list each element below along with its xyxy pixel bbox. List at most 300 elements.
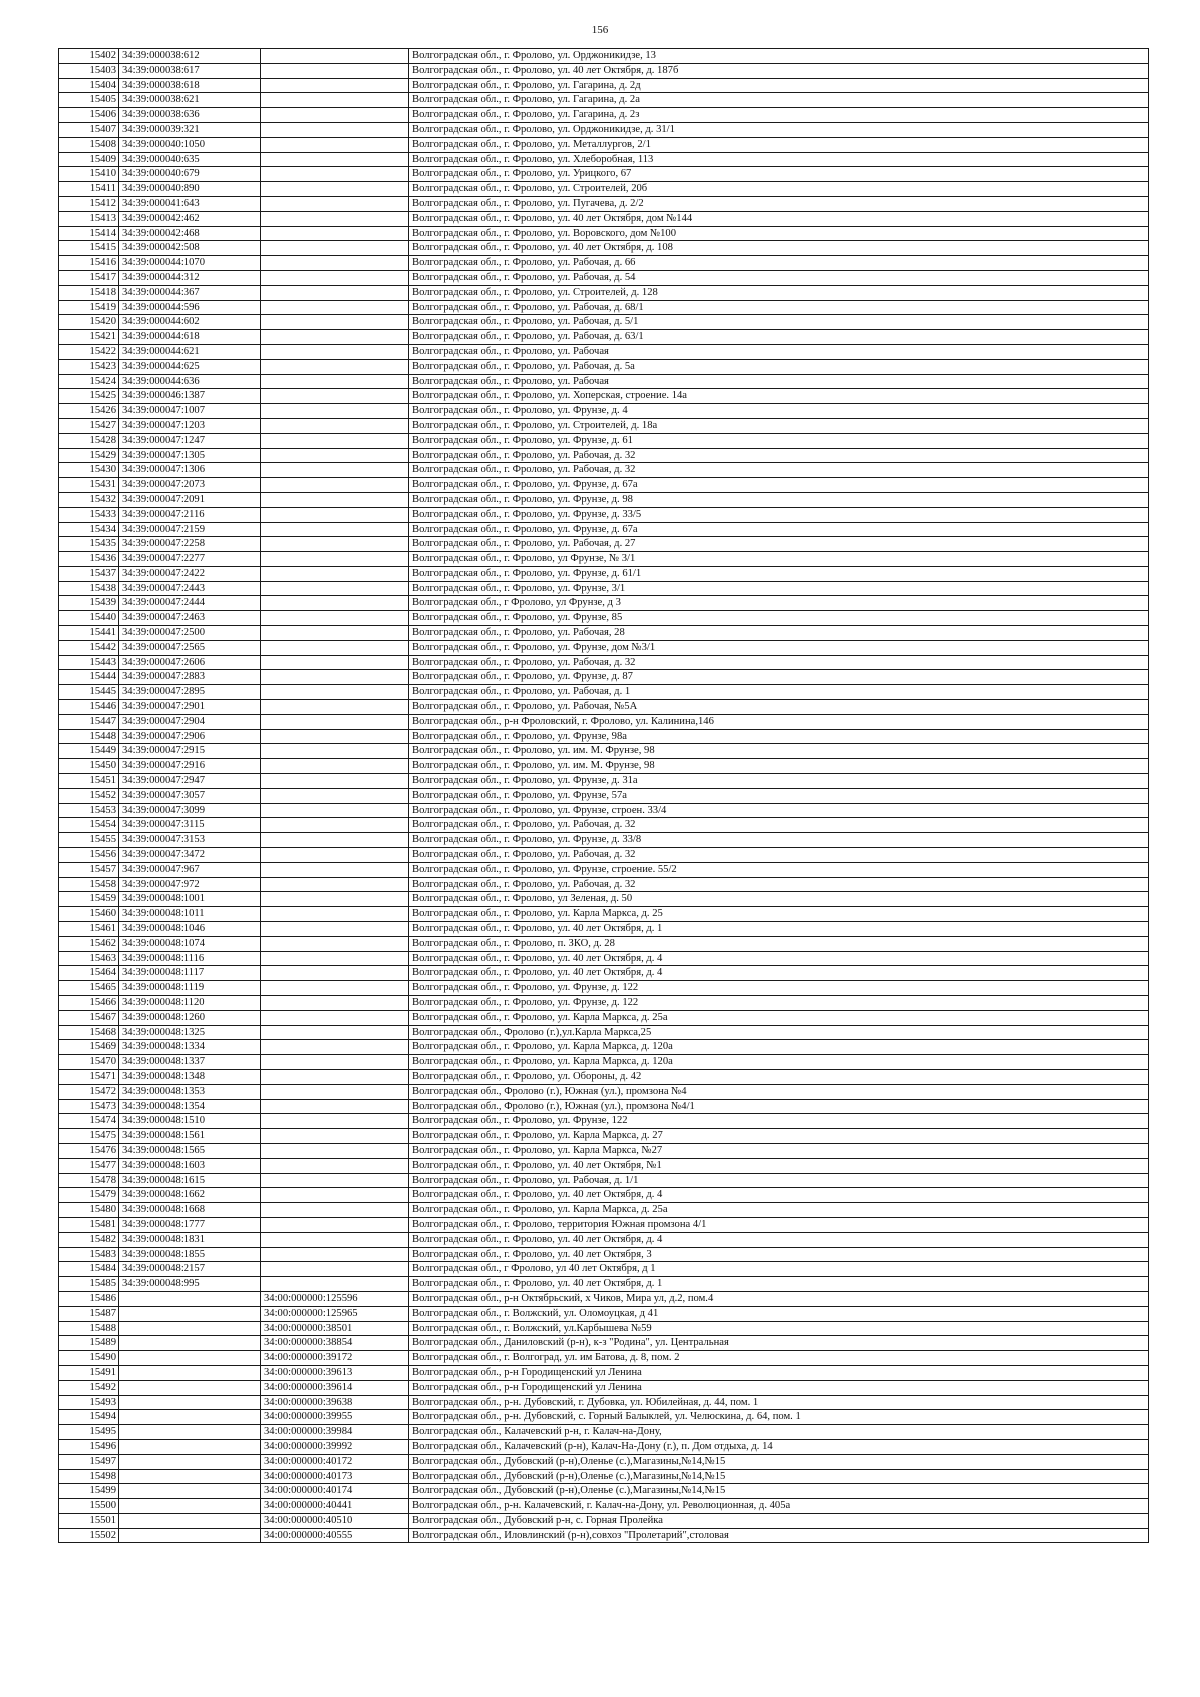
table-row [59, 1143, 1149, 1158]
building-cadastral-cell [261, 848, 409, 863]
table-row [59, 774, 1149, 789]
table-row [59, 1395, 1149, 1410]
table-row [59, 1410, 1149, 1425]
cadastral-number-cell: 34:39:000047:3472 [119, 848, 261, 863]
cadastral-number-cell: 34:39:000046:1387 [119, 389, 261, 404]
row-number-cell: 15408 [59, 137, 119, 152]
table-row [59, 1336, 1149, 1351]
building-cadastral-cell [261, 922, 409, 937]
row-number-cell: 15453 [59, 803, 119, 818]
building-cadastral-cell [261, 241, 409, 256]
row-number-cell: 15459 [59, 892, 119, 907]
building-cadastral-cell [261, 877, 409, 892]
row-number-cell: 15404 [59, 78, 119, 93]
address-cell: Волгоградская обл., г. Фролово, ул Зеленая, д. 50 [409, 892, 1149, 907]
cadastral-number-cell: 34:39:000047:2073 [119, 478, 261, 493]
table-row [59, 596, 1149, 611]
row-number-cell: 15470 [59, 1055, 119, 1070]
row-number-cell: 15495 [59, 1425, 119, 1440]
table-row [59, 270, 1149, 285]
table-row [59, 1439, 1149, 1454]
row-number-cell: 15449 [59, 744, 119, 759]
building-cadastral-cell [261, 1010, 409, 1025]
address-cell: Волгоградская обл., Дубовский (р-н),Оленье (с.),Магазины,№14,№15 [409, 1484, 1149, 1499]
cadastral-number-cell: 34:39:000047:2883 [119, 670, 261, 685]
row-number-cell: 15411 [59, 182, 119, 197]
row-number-cell: 15439 [59, 596, 119, 611]
address-cell: Волгоградская обл., г. Фролово, ул. Воровского, дом №100 [409, 226, 1149, 241]
address-cell: Волгоградская обл., г. Фролово, ул. Рабочая, д. 66 [409, 256, 1149, 271]
table-row [59, 256, 1149, 271]
row-number-cell: 15427 [59, 418, 119, 433]
building-cadastral-cell [261, 566, 409, 581]
cadastral-number-cell [119, 1336, 261, 1351]
building-cadastral-cell [261, 626, 409, 641]
row-number-cell: 15474 [59, 1114, 119, 1129]
table-row [59, 507, 1149, 522]
table-row [59, 1129, 1149, 1144]
cadastral-number-cell: 34:39:000044:602 [119, 315, 261, 330]
table-row [59, 1055, 1149, 1070]
building-cadastral-cell [261, 1025, 409, 1040]
address-cell: Волгоградская обл., г. Фролово, ул. Карла Маркса, д. 27 [409, 1129, 1149, 1144]
building-cadastral-cell [261, 389, 409, 404]
table-row [59, 522, 1149, 537]
cadastral-number-cell [119, 1306, 261, 1321]
cadastral-number-cell: 34:39:000038:618 [119, 78, 261, 93]
cadastral-number-cell: 34:39:000047:972 [119, 877, 261, 892]
row-number-cell: 15487 [59, 1306, 119, 1321]
cadastral-number-cell [119, 1439, 261, 1454]
cadastral-number-cell [119, 1454, 261, 1469]
row-number-cell: 15464 [59, 966, 119, 981]
cadastral-number-cell [119, 1528, 261, 1543]
row-number-cell: 15451 [59, 774, 119, 789]
row-number-cell: 15460 [59, 907, 119, 922]
table-row [59, 951, 1149, 966]
building-cadastral-cell [261, 270, 409, 285]
building-cadastral-cell [261, 359, 409, 374]
table-row [59, 1232, 1149, 1247]
building-cadastral-cell [261, 182, 409, 197]
table-row [59, 685, 1149, 700]
address-cell: Волгоградская обл., г. Фролово, территория Южная промзона 4/1 [409, 1217, 1149, 1232]
row-number-cell: 15436 [59, 552, 119, 567]
building-cadastral-cell [261, 714, 409, 729]
address-cell: Волгоградская обл., г. Фролово, ул. Фрунзе, д. 122 [409, 981, 1149, 996]
row-number-cell: 15462 [59, 936, 119, 951]
building-cadastral-cell [261, 611, 409, 626]
building-cadastral-cell [261, 448, 409, 463]
row-number-cell: 15479 [59, 1188, 119, 1203]
building-cadastral-cell [261, 315, 409, 330]
cadastral-number-cell: 34:39:000047:2916 [119, 759, 261, 774]
building-cadastral-cell [261, 936, 409, 951]
building-cadastral-cell [261, 862, 409, 877]
cadastral-number-cell: 34:39:000047:1203 [119, 418, 261, 433]
row-number-cell: 15406 [59, 108, 119, 123]
row-number-cell: 15456 [59, 848, 119, 863]
address-cell: Волгоградская обл., г. Фролово, ул. Рабочая, д. 68/1 [409, 300, 1149, 315]
cadastral-number-cell: 34:39:000048:995 [119, 1277, 261, 1292]
cadastral-number-cell: 34:39:000048:1046 [119, 922, 261, 937]
address-cell: Волгоградская обл., г. Фролово, ул. Фрунзе, 3/1 [409, 581, 1149, 596]
cadastral-number-cell: 34:39:000047:2915 [119, 744, 261, 759]
cadastral-number-cell: 34:39:000048:1668 [119, 1203, 261, 1218]
table-row [59, 1321, 1149, 1336]
cadastral-number-cell [119, 1410, 261, 1425]
table-row [59, 404, 1149, 419]
row-number-cell: 15467 [59, 1010, 119, 1025]
cadastral-number-cell: 34:39:000048:1120 [119, 996, 261, 1011]
cadastral-number-cell: 34:39:000047:2895 [119, 685, 261, 700]
building-cadastral-cell [261, 685, 409, 700]
cadastral-number-cell: 34:39:000048:1325 [119, 1025, 261, 1040]
building-cadastral-cell [261, 1040, 409, 1055]
cadastral-number-cell: 34:39:000048:1074 [119, 936, 261, 951]
building-cadastral-cell [261, 404, 409, 419]
address-cell: Волгоградская обл., г. Фролово, ул. Фрунзе, д. 98 [409, 492, 1149, 507]
table-row [59, 182, 1149, 197]
row-number-cell: 15463 [59, 951, 119, 966]
cadastral-number-cell: 34:39:000048:1565 [119, 1143, 261, 1158]
cadastral-number-cell: 34:39:000047:2904 [119, 714, 261, 729]
table-row [59, 1099, 1149, 1114]
cadastral-number-cell: 34:39:000047:2091 [119, 492, 261, 507]
cadastral-number-cell: 34:39:000047:3153 [119, 833, 261, 848]
row-number-cell: 15425 [59, 389, 119, 404]
row-number-cell: 15450 [59, 759, 119, 774]
building-cadastral-cell: 34:00:000000:40510 [261, 1513, 409, 1528]
row-number-cell: 15455 [59, 833, 119, 848]
address-cell: Волгоградская обл., г. Фролово, ул. Обороны, д. 42 [409, 1069, 1149, 1084]
table-row [59, 137, 1149, 152]
building-cadastral-cell [261, 78, 409, 93]
cadastral-number-cell: 34:39:000047:967 [119, 862, 261, 877]
cadastral-number-cell: 34:39:000044:636 [119, 374, 261, 389]
cadastral-number-cell: 34:39:000042:462 [119, 211, 261, 226]
address-cell: Волгоградская обл., г. Фролово, ул. Рабочая, д. 1/1 [409, 1173, 1149, 1188]
building-cadastral-cell [261, 744, 409, 759]
row-number-cell: 15483 [59, 1247, 119, 1262]
cadastral-number-cell [119, 1365, 261, 1380]
address-cell: Волгоградская обл., г. Фролово, ул. Гагарина, д. 2з [409, 108, 1149, 123]
table-row [59, 78, 1149, 93]
table-row [59, 1306, 1149, 1321]
table-row [59, 981, 1149, 996]
table-row [59, 700, 1149, 715]
building-cadastral-cell [261, 700, 409, 715]
table-row [59, 1469, 1149, 1484]
row-number-cell: 15420 [59, 315, 119, 330]
address-cell: Волгоградская обл., г. Фролово, ул. Гагарина, д. 2а [409, 93, 1149, 108]
row-number-cell: 15410 [59, 167, 119, 182]
cadastral-number-cell: 34:39:000047:2463 [119, 611, 261, 626]
table-row [59, 626, 1149, 641]
address-cell: Волгоградская обл., г. Фролово, ул. Фрунзе, д. 67а [409, 478, 1149, 493]
row-number-cell: 15433 [59, 507, 119, 522]
building-cadastral-cell: 34:00:000000:40555 [261, 1528, 409, 1543]
building-cadastral-cell [261, 759, 409, 774]
row-number-cell: 15452 [59, 788, 119, 803]
address-cell: Волгоградская обл., г. Фролово, ул. Фрунзе, д. 61/1 [409, 566, 1149, 581]
building-cadastral-cell [261, 256, 409, 271]
address-cell: Волгоградская обл., Фролово (г.), Южная (ул.), промзона №4 [409, 1084, 1149, 1099]
table-row [59, 1247, 1149, 1262]
row-number-cell: 15489 [59, 1336, 119, 1351]
address-cell: Волгоградская обл., г. Фролово, ул. Металлургов, 2/1 [409, 137, 1149, 152]
table-row [59, 1291, 1149, 1306]
address-cell: Волгоградская обл., г. Фролово, ул. 40 лет Октября, д. 4 [409, 1232, 1149, 1247]
building-cadastral-cell [261, 833, 409, 848]
address-cell: Волгоградская обл., Дубовский р-н, с. Горная Пролейка [409, 1513, 1149, 1528]
address-cell: Волгоградская обл., г. Фролово, ул. Фрунзе, строен. 33/4 [409, 803, 1149, 818]
address-cell: Волгоградская обл., г. Фролово, ул. Рабочая, д. 32 [409, 818, 1149, 833]
address-cell: Волгоградская обл., г. Фролово, ул. Рабочая, 28 [409, 626, 1149, 641]
row-number-cell: 15458 [59, 877, 119, 892]
address-cell: Волгоградская обл., г. Фролово, ул. Строителей, д. 18а [409, 418, 1149, 433]
cadastral-number-cell: 34:39:000047:3115 [119, 818, 261, 833]
row-number-cell: 15414 [59, 226, 119, 241]
building-cadastral-cell [261, 1262, 409, 1277]
address-cell: Волгоградская обл., г Фролово, ул Фрунзе, д 3 [409, 596, 1149, 611]
building-cadastral-cell [261, 137, 409, 152]
building-cadastral-cell [261, 1069, 409, 1084]
table-row [59, 1425, 1149, 1440]
page-number: 156 [591, 24, 609, 36]
address-cell: Волгоградская обл., г. Фролово, ул. Фрунзе, д. 31а [409, 774, 1149, 789]
table-row [59, 1277, 1149, 1292]
address-cell: Волгоградская обл., г. Фролово, ул. 40 лет Октября, 3 [409, 1247, 1149, 1262]
cadastral-number-cell [119, 1469, 261, 1484]
row-number-cell: 15443 [59, 655, 119, 670]
building-cadastral-cell [261, 1203, 409, 1218]
cadastral-number-cell: 34:39:000044:621 [119, 344, 261, 359]
cadastral-number-cell: 34:39:000047:2277 [119, 552, 261, 567]
table-row [59, 714, 1149, 729]
table-row [59, 478, 1149, 493]
building-cadastral-cell: 34:00:000000:40173 [261, 1469, 409, 1484]
building-cadastral-cell: 34:00:000000:39613 [261, 1365, 409, 1380]
address-cell: Волгоградская обл., г. Фролово, ул. Фрунзе, дом №3/1 [409, 640, 1149, 655]
building-cadastral-cell: 34:00:000000:39955 [261, 1410, 409, 1425]
address-cell: Волгоградская обл., г. Фролово, ул. Рабочая, д. 1 [409, 685, 1149, 700]
address-cell: Волгоградская обл., Фролово (г.), Южная (ул.), промзона №4/1 [409, 1099, 1149, 1114]
building-cadastral-cell [261, 1129, 409, 1144]
row-number-cell: 15490 [59, 1351, 119, 1366]
row-number-cell: 15481 [59, 1217, 119, 1232]
row-number-cell: 15454 [59, 818, 119, 833]
address-cell: Волгоградская обл., г. Фролово, ул. Рабочая, №5А [409, 700, 1149, 715]
address-cell: Волгоградская обл., г. Фролово, ул Фрунзе, № 3/1 [409, 552, 1149, 567]
building-cadastral-cell: 34:00:000000:125965 [261, 1306, 409, 1321]
building-cadastral-cell [261, 1143, 409, 1158]
row-number-cell: 15403 [59, 63, 119, 78]
address-cell: Волгоградская обл., г. Фролово, ул. Фрунзе, д. 61 [409, 433, 1149, 448]
building-cadastral-cell [261, 1173, 409, 1188]
table-row [59, 788, 1149, 803]
cadastral-number-cell: 34:39:000047:2906 [119, 729, 261, 744]
row-number-cell: 15472 [59, 1084, 119, 1099]
cadastral-number-cell: 34:39:000048:1662 [119, 1188, 261, 1203]
address-cell: Волгоградская обл., г. Фролово, ул. 40 лет Октября, д. 1 [409, 1277, 1149, 1292]
building-cadastral-cell [261, 818, 409, 833]
row-number-cell: 15488 [59, 1321, 119, 1336]
table-row [59, 492, 1149, 507]
building-cadastral-cell [261, 996, 409, 1011]
cadastral-number-cell: 34:39:000040:635 [119, 152, 261, 167]
row-number-cell: 15432 [59, 492, 119, 507]
cadastral-number-cell: 34:39:000047:2500 [119, 626, 261, 641]
table-row [59, 1025, 1149, 1040]
table-row [59, 1173, 1149, 1188]
building-cadastral-cell [261, 330, 409, 345]
table-row [59, 433, 1149, 448]
cadastral-number-cell: 34:39:000047:3057 [119, 788, 261, 803]
address-cell: Волгоградская обл., р-н Городищенский ул Ленина [409, 1365, 1149, 1380]
cadastral-number-cell: 34:39:000047:2606 [119, 655, 261, 670]
address-cell: Волгоградская обл., г. Фролово, ул. Карла Маркса, д. 25а [409, 1010, 1149, 1025]
building-cadastral-cell [261, 640, 409, 655]
cadastral-number-cell: 34:39:000048:1353 [119, 1084, 261, 1099]
building-cadastral-cell: 34:00:000000:38501 [261, 1321, 409, 1336]
building-cadastral-cell [261, 167, 409, 182]
table-row [59, 803, 1149, 818]
building-cadastral-cell [261, 463, 409, 478]
table-row [59, 418, 1149, 433]
building-cadastral-cell [261, 226, 409, 241]
building-cadastral-cell [261, 522, 409, 537]
table-row [59, 1217, 1149, 1232]
table-row [59, 1351, 1149, 1366]
cadastral-number-cell: 34:39:000048:1510 [119, 1114, 261, 1129]
table-row [59, 744, 1149, 759]
table-row [59, 1010, 1149, 1025]
building-cadastral-cell [261, 596, 409, 611]
row-number-cell: 15423 [59, 359, 119, 374]
cadastral-number-cell [119, 1499, 261, 1514]
building-cadastral-cell: 34:00:000000:39992 [261, 1439, 409, 1454]
building-cadastral-cell [261, 1084, 409, 1099]
address-cell: Волгоградская обл., г. Фролово, ул. Фрунзе, д. 122 [409, 996, 1149, 1011]
building-cadastral-cell: 34:00:000000:40174 [261, 1484, 409, 1499]
address-cell: Волгоградская обл., г. Фролово, ул. 40 лет Октября, д. 4 [409, 951, 1149, 966]
building-cadastral-cell [261, 433, 409, 448]
cadastral-number-cell: 34:39:000047:1007 [119, 404, 261, 419]
cadastral-number-cell: 34:39:000044:312 [119, 270, 261, 285]
address-cell: Волгоградская обл., г. Фролово, ул. 40 лет Октября, д. 4 [409, 1188, 1149, 1203]
table-row [59, 922, 1149, 937]
cadastral-number-cell: 34:39:000048:1561 [119, 1129, 261, 1144]
address-cell: Волгоградская обл., г. Фролово, ул. Рабочая, д. 63/1 [409, 330, 1149, 345]
table-row [59, 877, 1149, 892]
building-cadastral-cell [261, 300, 409, 315]
address-cell: Волгоградская обл., г. Фролово, ул. Орджоникидзе, д. 31/1 [409, 122, 1149, 137]
building-cadastral-cell [261, 418, 409, 433]
building-cadastral-cell [261, 581, 409, 596]
row-number-cell: 15466 [59, 996, 119, 1011]
cadastral-number-cell: 34:39:000044:618 [119, 330, 261, 345]
address-cell: Волгоградская обл., г. Волгоград, ул. им Батова, д. 8, пом. 2 [409, 1351, 1149, 1366]
table-row [59, 1454, 1149, 1469]
table-row [59, 1513, 1149, 1528]
building-cadastral-cell [261, 729, 409, 744]
table-row [59, 1262, 1149, 1277]
building-cadastral-cell [261, 1277, 409, 1292]
table-row [59, 300, 1149, 315]
row-number-cell: 15444 [59, 670, 119, 685]
table-row [59, 996, 1149, 1011]
table-row [59, 1484, 1149, 1499]
row-number-cell: 15497 [59, 1454, 119, 1469]
row-number-cell: 15480 [59, 1203, 119, 1218]
building-cadastral-cell [261, 670, 409, 685]
address-cell: Волгоградская обл., г. Фролово, ул. Рабочая, д. 32 [409, 655, 1149, 670]
table-row [59, 1158, 1149, 1173]
building-cadastral-cell: 34:00:000000:40441 [261, 1499, 409, 1514]
registry-body [59, 49, 1149, 1543]
cadastral-number-cell: 34:39:000040:679 [119, 167, 261, 182]
row-number-cell: 15409 [59, 152, 119, 167]
address-cell: Волгоградская обл., г. Фролово, ул. Фрунзе, д. 67а [409, 522, 1149, 537]
cadastral-number-cell: 34:39:000044:1070 [119, 256, 261, 271]
table-row [59, 966, 1149, 981]
building-cadastral-cell [261, 1247, 409, 1262]
cadastral-number-cell: 34:39:000048:1119 [119, 981, 261, 996]
table-row [59, 818, 1149, 833]
cadastral-number-cell: 34:39:000047:2159 [119, 522, 261, 537]
table-row [59, 848, 1149, 863]
cadastral-number-cell: 34:39:000038:617 [119, 63, 261, 78]
address-cell: Волгоградская обл., р-н Городищенский ул Ленина [409, 1380, 1149, 1395]
building-cadastral-cell [261, 93, 409, 108]
cadastral-number-cell: 34:39:000040:1050 [119, 137, 261, 152]
row-number-cell: 15493 [59, 1395, 119, 1410]
table-row [59, 1069, 1149, 1084]
table-row [59, 537, 1149, 552]
row-number-cell: 15475 [59, 1129, 119, 1144]
address-cell: Волгоградская обл., г. Фролово, ул. 40 лет Октября, №1 [409, 1158, 1149, 1173]
table-row [59, 892, 1149, 907]
row-number-cell: 15482 [59, 1232, 119, 1247]
table-row [59, 1203, 1149, 1218]
cadastral-number-cell: 34:39:000047:2565 [119, 640, 261, 655]
table-row [59, 374, 1149, 389]
cadastral-number-cell: 34:39:000038:636 [119, 108, 261, 123]
table-row [59, 49, 1149, 64]
building-cadastral-cell [261, 655, 409, 670]
table-row [59, 1365, 1149, 1380]
building-cadastral-cell [261, 1114, 409, 1129]
address-cell: Волгоградская обл., г. Фролово, ул. Фрунзе, 57а [409, 788, 1149, 803]
row-number-cell: 15429 [59, 448, 119, 463]
cadastral-number-cell: 34:39:000048:2157 [119, 1262, 261, 1277]
table-row [59, 344, 1149, 359]
table-row [59, 1499, 1149, 1514]
building-cadastral-cell: 34:00:000000:39172 [261, 1351, 409, 1366]
row-number-cell: 15476 [59, 1143, 119, 1158]
building-cadastral-cell [261, 552, 409, 567]
row-number-cell: 15494 [59, 1410, 119, 1425]
address-cell: Волгоградская обл., г. Фролово, ул. Фрунзе, строение. 55/2 [409, 862, 1149, 877]
row-number-cell: 15478 [59, 1173, 119, 1188]
table-row [59, 581, 1149, 596]
cadastral-number-cell [119, 1395, 261, 1410]
address-cell: Волгоградская обл., г. Фролово, ул. Фрунзе, 98а [409, 729, 1149, 744]
address-cell: Волгоградская обл., г. Фролово, ул. Рабочая, д. 32 [409, 848, 1149, 863]
address-cell: Волгоградская обл., г. Фролово, ул. Карла Маркса, д. 25а [409, 1203, 1149, 1218]
building-cadastral-cell [261, 907, 409, 922]
